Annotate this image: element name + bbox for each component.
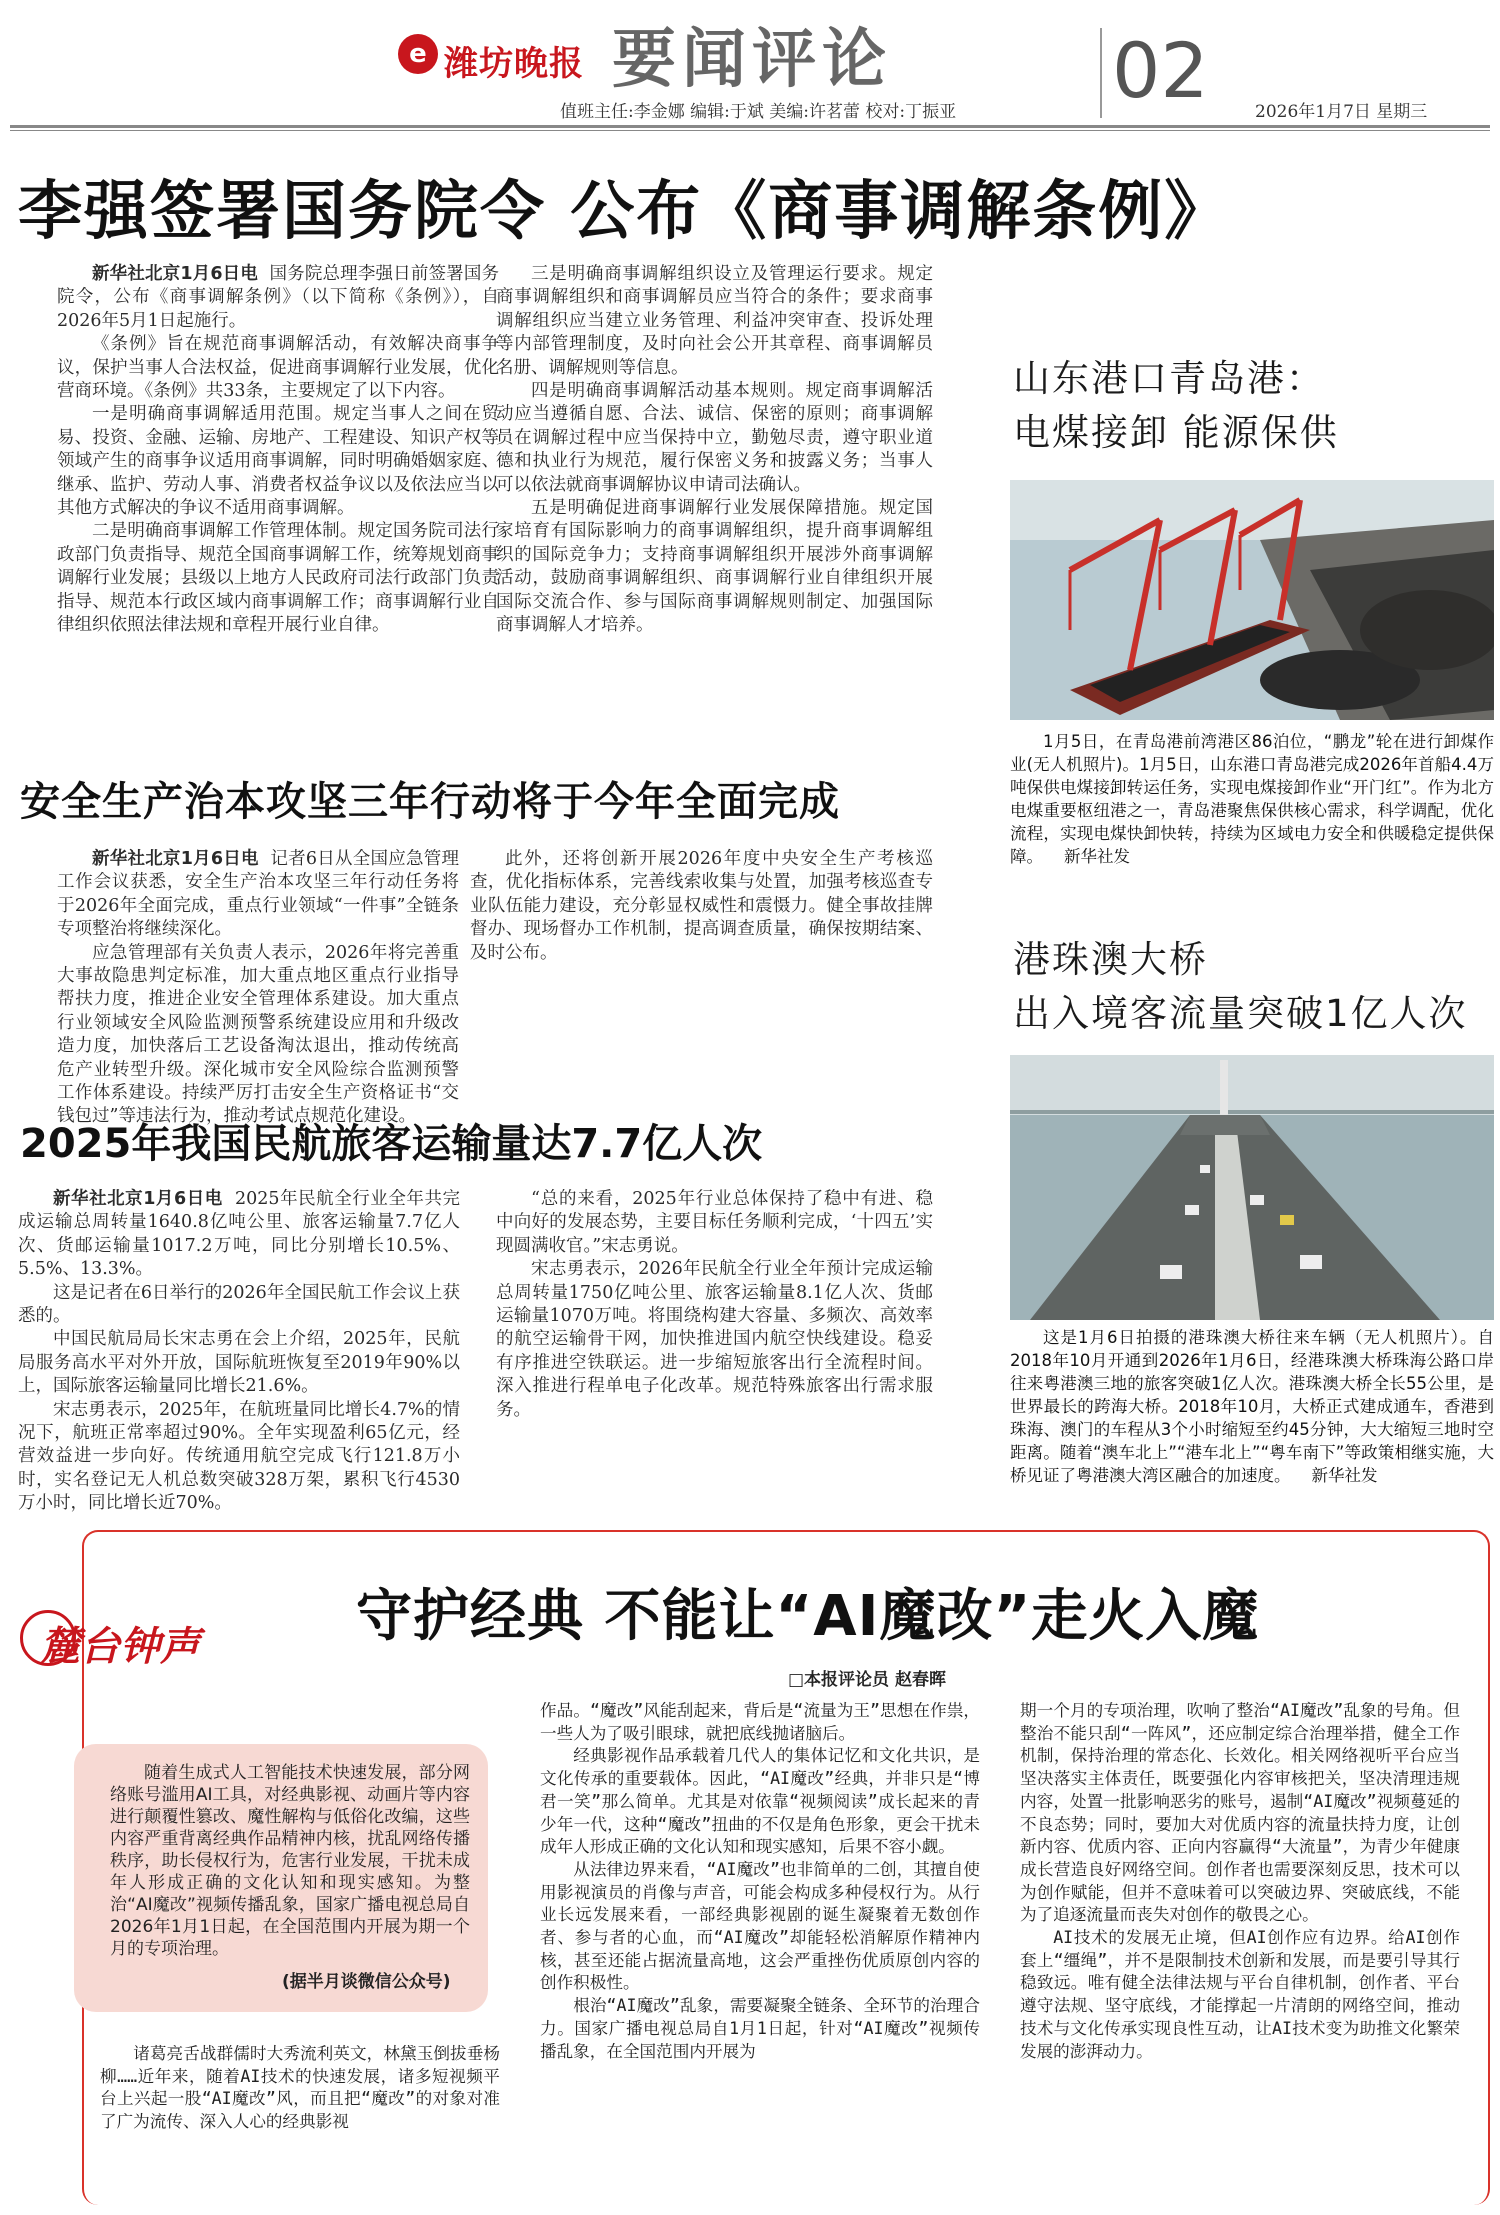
safety-paragraph: 应急管理部有关负责人表示，2026年将完善重大事故隐患判定标准，加大重点地区重点行业指导帮扶力度，推进企业安全管理体系建设。加大重点行业领域安全风险监测预警系统建设应用和升级改造力度，加快落后工艺设备淘汰退出，推动传统高危产业转型升级。深化城市安全风险综合监测预警工作体系建设。持续严厉打击安全生产资格证书“交钱包过”等违法行为，推动考试点规范化建设。 [57,942,459,1127]
commentary-headline: 守护经典 不能让“AI魔改”走火入魔 [356,1584,1260,1649]
bridge-photo [1010,1055,1494,1320]
aviation-paragraph: 2025年民航全行业全年共完成运输总周转量1640.8亿吨公里、旅客运输量7.7亿人次、货邮运输量1017.2万吨，同比分别增长10.5%、5.5%、13.3%。 [18,1189,460,1280]
issue-date: 2026年1月7日 星期三 [1255,102,1428,122]
main-paragraph: 二是明确商事调解工作管理体制。规定国务院司法行政部门负责指导、规范全国商事调解工作，统筹规划商事调解行业发展；县级以上地方人民政府司法行政部门负责指导、规范本行政区域内商事调解工作；商事调解行业自律组织依照法律法规和章程开展行业自律。 [57,521,499,636]
staff-credits: 值班主任:李金娜 编辑:于斌 美编:许茗蕾 校对:丁振亚 [560,102,957,122]
aviation-paragraph: “总的来看，2025年行业总体保持了稳中有进、稳中向好的发展态势，主要目标任务顺利完成，‘十四五’实现圆满收官。”宋志勇说。 [496,1189,933,1256]
main-paragraph: 三是明确商事调解组织设立及管理运行要求。规定商事调解组织和商事调解员应当符合的条件；要求商事调解组织应当建立业务管理、利益冲突审查、投诉处理等内部管理制度，及时向社会公开其章程、商事调解员名册、调解规则等信息。 [496,264,933,378]
aviation-article-col1 [18,1188,460,1516]
commentary-paragraph: 诸葛亮舌战群儒时大秀流利英文，林黛玉倒拔垂杨柳……近年来，随着AI技术的快速发展，诸多短视频平台上兴起一股“AI魔改”风，而且把“魔改”的对象对准了广为流传、深入人心的经典影视 [100,2044,500,2132]
aviation-paragraph: 宋志勇表示，2025年，在航班量同比增长4.7%的情况下，航班正常率超过90%。全年实现盈利65亿元，经营效益进一步向好。传统通用航空完成飞行121.8万小时，实名登记无人机总数突破328万架，累积飞行4530万小时，同比增长近70%。 [18,1399,460,1514]
bridge-headline-line1: 港珠澳大桥 [1013,938,1208,981]
safety-dateline: 新华社北京1月6日电 [92,849,259,869]
aviation-paragraph: 中国民航局局长宋志勇在会上介绍，2025年，民航局服务高水平对外开放，国际航班恢复至2019年90%以上，国际旅客运输量同比增长21.6%。 [18,1329,460,1397]
aviation-headline: 2025年我国民航旅客运输量达7.7亿人次 [20,1121,763,1167]
column-name: 麓台钟声 [40,1624,200,1670]
logo-mark-icon: e [398,34,438,74]
commentary-paragraph: 根治“AI魔改”乱象，需要凝聚全链条、全环节的治理合力。国家广播电视总局自1月1日起，针对“AI魔改”视频传播乱象，在全国范围内开展为 [540,1996,980,2061]
qingdao-caption-text: 1月5日，在青岛港前湾港区86泊位，“鹏龙”轮在进行卸煤作业(无人机照片)。1月5日，山东港口青岛港完成2026年首船4.4万吨保供电煤接卸转运任务，实现电煤接卸作业“开门红”。作为北方电煤重要枢纽港之一，青岛港聚焦保供核心需求，科学调配，优化流程，实现电煤快卸快转，持续为区域电力安全和供暖稳定提供保障。 [1010,732,1494,866]
main-paragraph: 五是明确促进商事调解行业发展保障措施。规定国家培育有国际影响力的商事调解组织，提升商事调解组织的国际竞争力；支持商事调解组织开展涉外商事调解活动，鼓励商事调解组织、商事调解行业自律组织开展国际交流合作、参与国际商事调解规则制定、加强国际商事调解人才培养。 [496,498,933,636]
commentary-col3 [1020,1700,1460,2063]
main-paragraph: 四是明确商事调解活动基本规则。规定商事调解活动应当遵循自愿、合法、诚信、保密的原则；商事调解员在调解过程中应当保持中立，勤勉尽责，遵守职业道德和执业行为规范，履行保密义务和披露义务；当事人可以依法就商事调解协议申请司法确认。 [496,381,933,495]
commentary-paragraph: 经典影视作品承载着几代人的集体记忆和文化共识，是文化传承的重要载体。因此，“AI魔改”经典，并非只是“博君一笑”那么简单。尤其是对依靠“视频阅读”成长起来的青少年一代，这种“魔改”扭曲的不仅是角色形象，更会干扰未成年人形成正确的文化认知和现实感知，后果不容小觑。 [540,1746,980,1857]
qingdao-headline-line2: 电煤接卸 能源保供 [1013,411,1339,454]
commentary-col1 [100,2043,500,2134]
masthead-rule [10,125,1490,128]
bridge-headline [1013,933,1468,1041]
commentary-paragraph: 期一个月的专项治理，吹响了整治“AI魔改”乱象的号角。但整治不能只刮“一阵风”，还应制定综合治理举措，健全工作机制，保持治理的常态化、长效化。相关网络视听平台应当坚决落实主体责任，既要强化内容审核把关，坚决清理违规内容，处置一批影响恶劣的账号，遏制“AI魔改”视频蔓延的不良态势；同时，要加大对优质内容的流量扶持力度，让创新内容、优质内容、正向内容赢得“大流量”，为青少年健康成长营造良好网络空间。创作者也需要深刻反思，技术可以为创作赋能，但并不意味着可以突破边界、突破底线，不能为了追逐流量而丧失对创作的敬畏之心。 [1020,1701,1460,1925]
logo-text: 潍坊晚报 [444,44,584,84]
bridge-credit: 新华社发 [1311,1466,1378,1485]
qingdao-port-photo [1010,480,1494,720]
editor-note-source: (据半月谈微信公众号) [282,1972,451,1992]
safety-headline: 安全生产治本攻坚三年行动将于今年全面完成 [20,779,840,825]
safety-article-col1 [57,848,459,1129]
main-paragraph: 《条例》旨在规范商事调解活动，有效解决商事争议，保护当事人合法权益，促进商事调解行业发展，优化营商环境。《条例》共33条，主要规定了以下内容。 [57,334,499,402]
commentary-paragraph: 从法律边界来看，“AI魔改”也非简单的二创，其擅自使用影视演员的肖像与声音，可能会构成多种侵权行为。从行业长远发展来看，一部经典影视剧的诞生凝聚着无数创作者、参与者的心血，而“AI魔改”却能轻松消解原作精神内核，甚至还能占据流量高地，这会严重挫伤优质原创内容的创作积极性。 [540,1859,980,1993]
qingdao-credit: 新华社发 [1063,847,1130,866]
safety-paragraph: 记者6日从全国应急管理工作会议获悉，安全生产治本攻坚三年行动任务将于2026年全面完成，重点行业领域“一件事”全链条专项整治将继续深化。 [57,849,459,940]
aviation-dateline: 新华社北京1月6日电 [53,1189,223,1209]
bridge-caption-text: 这是1月6日拍摄的港珠澳大桥往来车辆（无人机照片）。自2018年10月开通到2026年1月6日，经港珠澳大桥珠海公路口岸往来粤港澳三地的旅客突破1亿人次。港珠澳大桥全长55公里，是世界最长的跨海大桥。2018年10月，大桥正式建成通车，香港到珠海、澳门的车程从3个小时缩短至约45分钟，大大缩短三地时空距离。随着“澳车北上”“港车北上”“粤车南下”等政策相继实施，大桥见证了粤港澳大湾区融合的加速度。 [1010,1328,1494,1485]
main-dateline: 新华社北京1月6日电 [92,264,259,284]
main-paragraph: 国务院总理李强日前签署国务院令，公布《商事调解条例》（以下简称《条例》），自2026年5月1日起施行。 [57,264,499,331]
commentary-paragraph: AI技术的发展无止境，但AI创作应有边界。给AI创作套上“缰绳”，并不是限制技术创新和发展，而是要引导其行稳致远。唯有健全法律法规与平台自律机制，创作者、平台遵守法规、坚守底线，才能撑起一片清朗的网络空间，推动技术与文化传承实现良性互动，让AI技术变为助推文化繁荣发展的澎湃动力。 [1020,1928,1460,2061]
main-article-col1 [57,263,499,638]
commentary-col2 [540,1700,980,2063]
main-article-col2 [496,263,933,638]
bridge-caption [1010,1326,1494,1487]
qingdao-headline-line1: 山东港口青岛港： [1013,357,1325,400]
masthead-divider [1100,28,1102,118]
commentary-paragraph: 作品。“魔改”风能刮起来，背后是“流量为王”思想在作祟，一些人为了吸引眼球，就把底线抛诸脑后。 [540,1701,980,1743]
safety-article-col2 [470,848,933,1088]
qingdao-headline [1013,352,1339,460]
editor-note-text: 随着生成式人工智能技术快速发展，部分网络账号滥用AI工具，对经典影视、动画片等内容进行颠覆性篡改、魔性解构与低俗化改编，这些内容严重背离经典作品精神内核，扰乱网络传播秩序，助长侵权行为，危害行业发展，干扰未成年人形成正确的文化认知和现实感知。为整治“AI魔改”视频传播乱象，国家广播电视总局自2026年1月1日起，在全国范围内开展为期一个月的专项治理。 [110,1763,470,1959]
commentary-byline: □本报评论员 赵春晖 [788,1670,946,1690]
bridge-headline-line2: 出入境客流量突破1亿人次 [1013,992,1468,1035]
aviation-paragraph: 这是记者在6日举行的2026年全国民航工作会议上获悉的。 [18,1282,460,1327]
aviation-paragraph: 宋志勇表示，2026年民航全行业全年预计完成运输总周转量1750亿吨公里、旅客运输量8.1亿人次、货邮运输量1070万吨。将围绕构建大容量、多频次、高效率的航空运输骨干网，加快推进国内航空快线建设。稳妥有序推进空铁联运。进一步缩短旅客出行全流程时间。深入推进行程单电子化改革。规范特殊旅客出行需求服务。 [496,1259,933,1420]
main-paragraph: 一是明确商事调解适用范围。规定当事人之间在贸易、投资、金融、运输、房地产、工程建设、知识产权等领域产生的商事争议适用商事调解，同时明确婚姻家庭、继承、监护、劳动人事、消费者权益争议以及依法应当以其他方式解决的争议不适用商事调解。 [57,404,499,519]
main-headline: 李强签署国务院令 公布《商事调解条例》 [18,175,1231,249]
safety-paragraph: 此外，还将创新开展2026年度中央安全生产考核巡查，优化指标体系，完善线索收集与处置，加强考核巡查专业队伍能力建设，充分彰显权威性和震慑力。健全事故挂牌督办、现场督办工作机制，提高调查质量，确保按期结案、及时公布。 [470,849,933,963]
section-title: 要闻评论 [612,23,892,97]
newspaper-logo [398,22,598,84]
aviation-article-col2 [496,1188,933,1422]
page-number: 02 [1112,26,1209,115]
qingdao-caption [1010,730,1494,868]
masthead-rule-thin [10,130,1490,131]
